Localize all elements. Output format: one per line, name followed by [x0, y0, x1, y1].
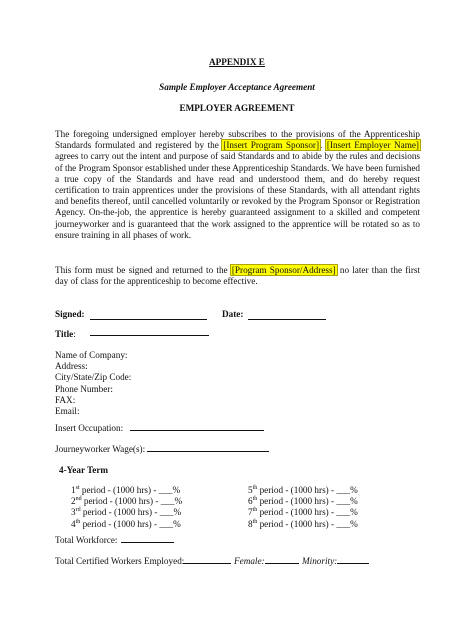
agreement-paragraph: [55, 129, 420, 241]
female-label: Female:: [234, 556, 265, 566]
period-3: 3rd period - (1000 hrs) - ___%: [71, 507, 182, 518]
period-1: 1st period - (1000 hrs) - ___%: [71, 484, 181, 495]
period-7: 7th period - (1000 hrs) - ___%: [248, 507, 358, 518]
company-info-block: [55, 350, 131, 417]
occupation-line[interactable]: [130, 420, 264, 431]
email-label: Email:: [55, 406, 80, 417]
date-line[interactable]: [248, 309, 326, 320]
term-heading: 4-Year Term: [59, 465, 109, 475]
return-text-2: no later than the first day of class for the apprenticeship to become effective.: [55, 265, 421, 287]
document-title: EMPLOYER AGREEMENT: [179, 103, 295, 113]
date-label: Date:: [222, 309, 244, 319]
agreement-text-2: agrees to carry out the intent and purpose of said Standards and to abide by the rules and decisions of the Program Sponsor established under these Apprenticeship Standards. We have been furnished a true copy of the Standards and have read and understood them, and do hereby request certification to train apprentices under the provisions of these Standards, with all attendant rights and benefits thereof, until cancelled voluntarily or revoked by the Program Sponsor or Registration Agency. On-the-job, the apprentice is hereby guaranteed assignment to a skilled and competent journeyworker and is guaranteed that the work assigned to the apprentice will be rotated so as to ensure training in all phases of work.: [55, 151, 420, 240]
fax-label: FAX:: [55, 394, 76, 405]
female-line[interactable]: [265, 553, 299, 564]
minority-label: Minority:: [302, 556, 338, 566]
period-8: 8th period - (1000 hrs) - ___%: [248, 518, 358, 529]
sponsor-address-placeholder: [Program Sponsor/Address]: [231, 265, 336, 275]
agreement-text-1: The foregoing undersigned employer hereby subscribes to the provisions of the Apprenticeship Standards formulated and registered by the: [55, 129, 420, 151]
periods-right-column: [248, 485, 358, 530]
address-label: Address:: [55, 361, 88, 372]
title-label-row: [55, 329, 76, 340]
return-instructions-paragraph: [55, 265, 420, 287]
title-label: Title: [55, 329, 74, 339]
periods-left-column: [71, 485, 182, 530]
document-subtitle: Sample Employer Acceptance Agreement: [159, 82, 315, 92]
minority-line[interactable]: [337, 553, 369, 564]
phone-number-label: Phone Number:: [55, 383, 113, 394]
agreement-text-period: .: [320, 140, 323, 151]
period-2: 2nd period - (1000 hrs) - ___%: [71, 496, 183, 507]
total-workforce-line[interactable]: [121, 532, 174, 543]
signature-line[interactable]: [90, 309, 207, 320]
city-state-zip-label: City/State/Zip Code:: [55, 372, 132, 383]
employer-name-placeholder: [Insert Employer Name]: [326, 140, 419, 151]
signed-label: Signed:: [55, 309, 85, 319]
total-workforce-label: Total Workforce:: [55, 535, 118, 545]
period-4: 4th period - (1000 hrs) - ___%: [71, 518, 181, 529]
program-sponsor-placeholder: [Insert Program Sponsor]: [223, 140, 320, 151]
company-name-label: Name of Company:: [55, 350, 128, 360]
wage-line[interactable]: [147, 441, 269, 452]
title-line[interactable]: [90, 325, 209, 336]
insert-occupation-label: Insert Occupation:: [55, 423, 124, 433]
title-colon: :: [73, 329, 76, 339]
total-certified-line[interactable]: [183, 553, 231, 564]
period-6: 6th period - (1000 hrs) - ___%: [248, 496, 358, 507]
appendix-heading: APPENDIX E: [209, 57, 265, 67]
total-certified-label: Total Certified Workers Employed:: [55, 556, 185, 566]
journeyworker-wage-label: Journeyworker Wage(s):: [55, 444, 146, 454]
return-text-1: This form must be signed and returned to the: [55, 265, 228, 275]
period-5: 5th period - (1000 hrs) - ___%: [248, 484, 358, 495]
